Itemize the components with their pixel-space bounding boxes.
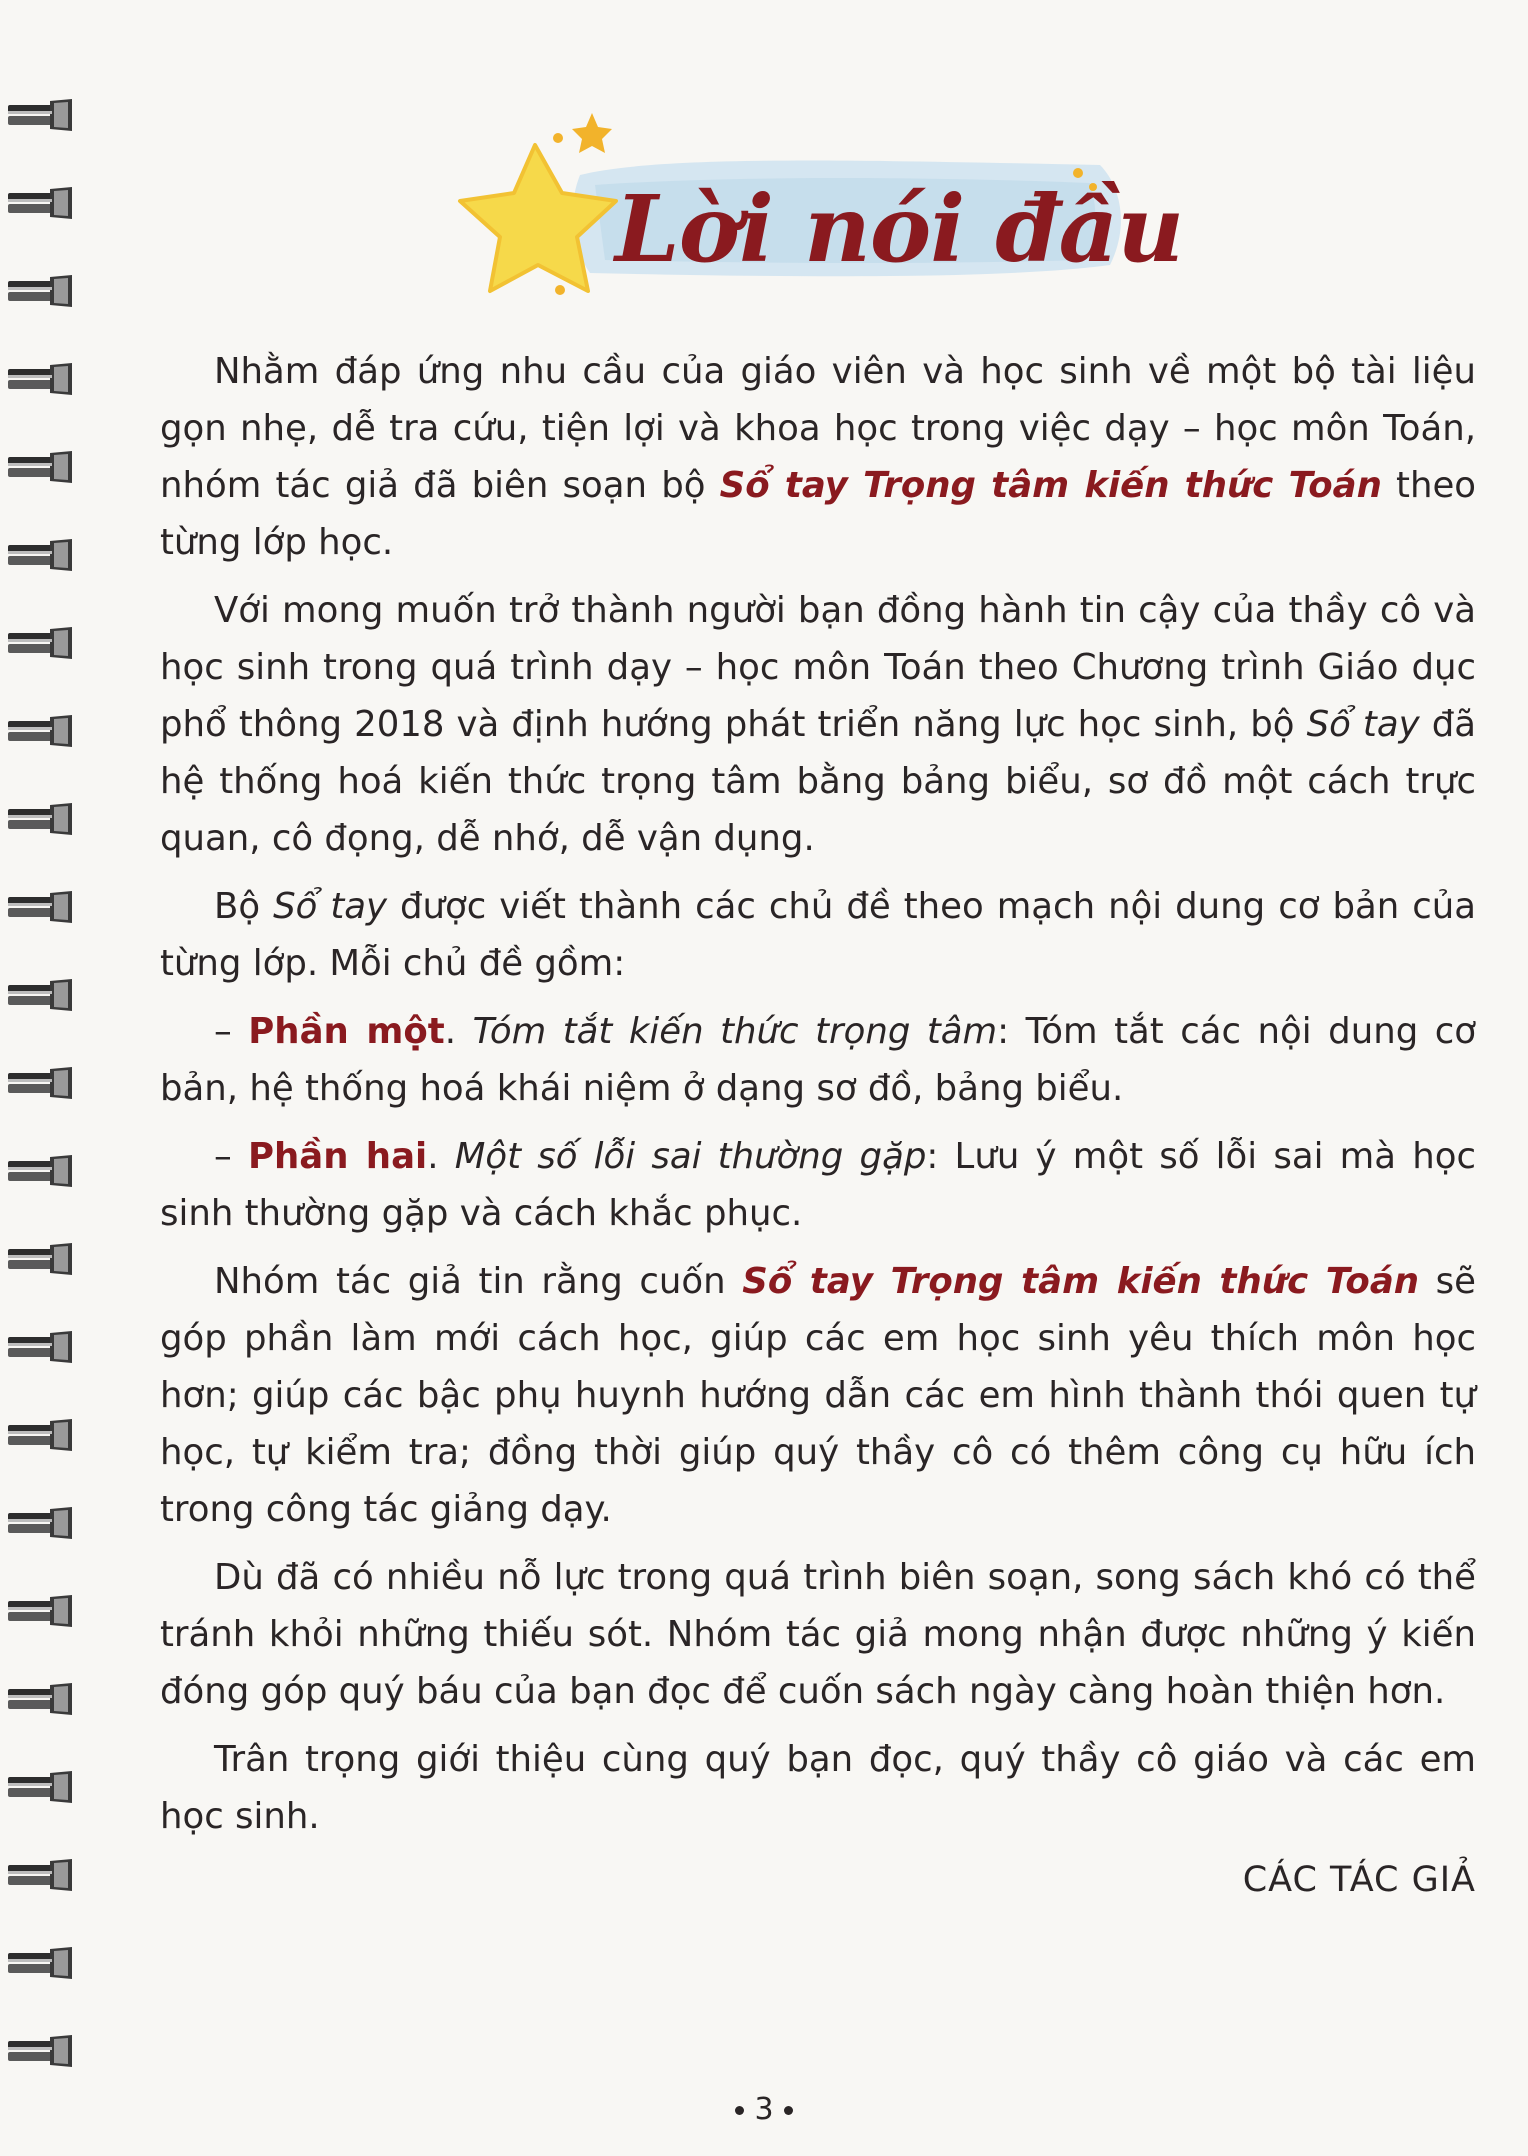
spiral-ring-icon [6, 2031, 74, 2071]
text: được viết thành các chủ đề theo mạch nội dung cơ bản của từng lớp. Mỗi chủ đề gồm: [160, 886, 1476, 984]
part-label: Phần một [248, 1011, 445, 1052]
spiral-ring-icon [6, 887, 74, 927]
book-title-highlight: Sổ tay Trọng tâm kiến thức Toán [719, 465, 1382, 506]
page-title: Lời nói đầu [615, 175, 1184, 283]
spiral-ring-icon [6, 799, 74, 839]
bullet-dot-icon [735, 2106, 744, 2115]
page-number [0, 2092, 1528, 2127]
paragraph-1 [160, 343, 1476, 571]
spiral-ring-icon [6, 1415, 74, 1455]
text: . [427, 1136, 455, 1177]
spiral-ring-icon [6, 1679, 74, 1719]
paragraph-part-one [160, 1003, 1476, 1117]
text: đã hệ thống hoá kiến thức trọng tâm bằng bảng biểu, sơ đồ một cách trực quan, cô đọng, dễ nhớ, dễ vận dụng. [160, 704, 1476, 859]
paragraph-part-two [160, 1128, 1476, 1242]
text: Với mong muốn trở thành người bạn đồng hành tin cậy của thầy cô và học sinh trong quá trình dạy – học môn Toán theo Chương trình Giáo dục phổ thông 2018 và định hướng phát triển năng lực học sinh, bộ [160, 590, 1476, 745]
spiral-ring-icon [6, 1063, 74, 1103]
spiral-ring-icon [6, 623, 74, 663]
paragraph-2 [160, 582, 1476, 867]
italic-term: Một số lỗi sai thường gặp [454, 1136, 927, 1177]
paragraph-3 [160, 878, 1476, 992]
spiral-ring-icon [6, 1943, 74, 1983]
spiral-ring-icon [6, 975, 74, 1015]
dash: – [214, 1136, 248, 1177]
spiral-ring-icon [6, 1767, 74, 1807]
text: theo từng lớp học. [160, 465, 1477, 563]
spiral-ring-icon [6, 95, 74, 135]
italic-term: Tóm tắt kiến thức trọng tâm [472, 1011, 998, 1052]
text: Bộ [214, 886, 274, 927]
paragraph-7: Dù đã có nhiều nỗ lực trong quá trình biên soạn, song sách khó có thể tránh khỏi những thiếu sót. Nhóm tác giả mong nhận được những ý kiến đóng góp quý báu của bạn đọc để cuốn sách ngày càng hoàn thiện hơn. [160, 1557, 1476, 1712]
spiral-ring-icon [6, 1855, 74, 1895]
small-star-icon [572, 113, 612, 153]
authors-signature: CÁC TÁC GIẢ [1242, 1860, 1476, 1900]
text: . [444, 1011, 473, 1052]
paragraph-6 [160, 1253, 1476, 1538]
spiral-ring-icon [6, 1151, 74, 1191]
text: : Lưu ý một số lỗi sai mà học sinh thường gặp và cách khắc phục. [160, 1136, 1476, 1234]
spiral-ring-icon [6, 711, 74, 751]
text: : Tóm tắt các nội dung cơ bản, hệ thống hoá khái niệm ở dạng sơ đồ, bảng biểu. [160, 1011, 1476, 1109]
text: Nhóm tác giả tin rằng cuốn [214, 1261, 743, 1302]
dash: – [214, 1011, 249, 1052]
spiral-ring-icon [6, 1239, 74, 1279]
italic-term: Sổ tay [1306, 704, 1420, 745]
spiral-ring-icon [6, 1327, 74, 1367]
title-banner [440, 105, 1184, 315]
spiral-ring-icon [6, 447, 74, 487]
book-title-highlight: Sổ tay Trọng tâm kiến thức Toán [742, 1261, 1420, 1302]
spiral-ring-icon [6, 1503, 74, 1543]
text: Nhằm đáp ứng nhu cầu của giáo viên và học sinh về một bộ tài liệu gọn nhẹ, dễ tra cứu, tiện lợi và khoa học trong việc dạy – học môn Toán, nhóm tác giả đã biên soạn bộ [160, 351, 1476, 506]
spiral-binding [0, 95, 80, 2055]
page-number-value: 3 [754, 2092, 774, 2127]
bullet-dot-icon [784, 2106, 793, 2115]
italic-term: Sổ tay [273, 886, 388, 927]
part-label: Phần hai [247, 1136, 428, 1177]
foreword-text [160, 343, 1476, 1856]
spiral-ring-icon [6, 271, 74, 311]
spiral-ring-icon [6, 359, 74, 399]
spiral-ring-icon [6, 183, 74, 223]
paragraph-8: Trân trọng giới thiệu cùng quý bạn đọc, quý thầy cô giáo và các em học sinh. [160, 1739, 1476, 1837]
text: sẽ góp phần làm mới cách học, giúp các em học sinh yêu thích môn học hơn; giúp các bậc phụ huynh hướng dẫn các em hình thành thói quen tự học, tự kiểm tra; đồng thời giúp quý thầy cô có thêm công cụ hữu ích trong công tác giảng dạy. [160, 1261, 1477, 1530]
spiral-ring-icon [6, 535, 74, 575]
spiral-ring-icon [6, 1591, 74, 1631]
